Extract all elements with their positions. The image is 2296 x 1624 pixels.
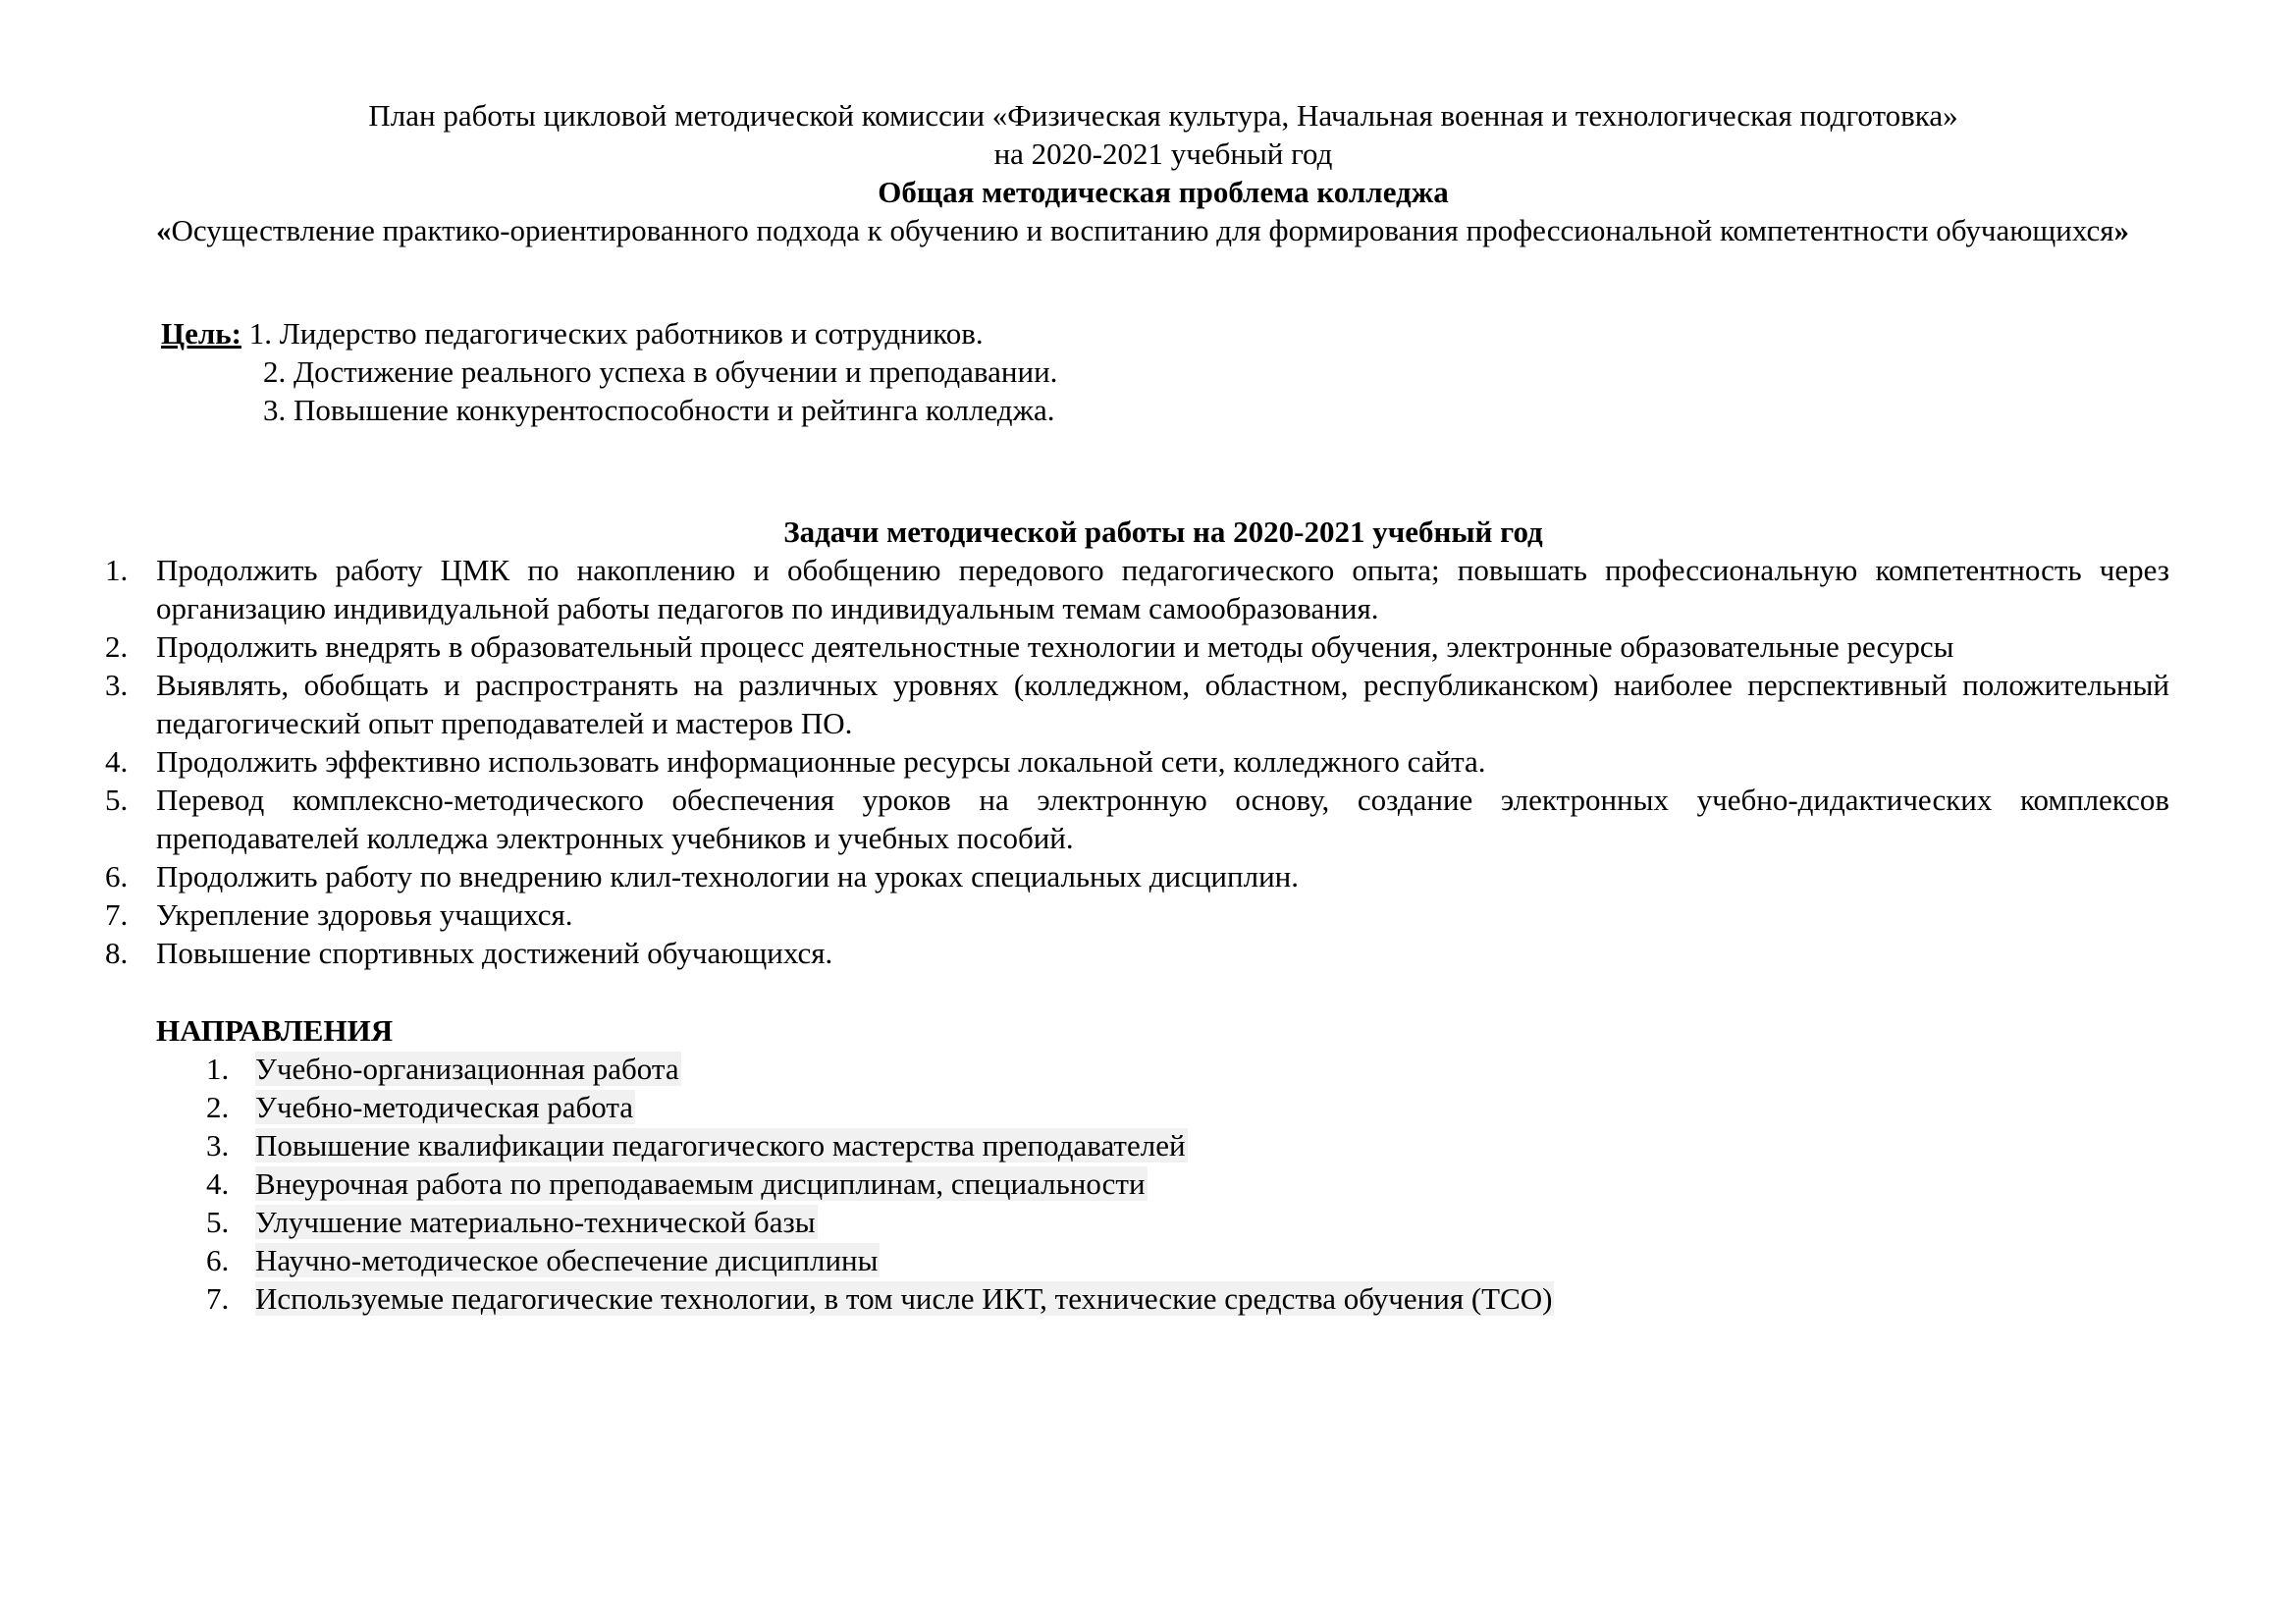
item-text: Продолжить эффективно использовать информационные ресурсы локальной сети, колледжного сайта.	[156, 744, 1486, 779]
list-item	[0, 551, 2169, 627]
item-number: 2.	[206, 1090, 230, 1124]
directions-list	[0, 1050, 2169, 1318]
item-number: 5.	[105, 783, 129, 817]
item-number: 8.	[105, 936, 129, 970]
tasks-heading: Задачи методической работы на 2020-2021 учебный год	[783, 514, 1543, 549]
item-number: 6.	[206, 1243, 230, 1277]
item-text: Внеурочная работа по преподаваемым дисциплинам, специальности	[255, 1166, 1146, 1201]
item-text: Повышение спортивных достижений обучающихся.	[156, 936, 833, 970]
open-quote: «	[156, 213, 172, 247]
plan-year: на 2020-2021 учебный год	[993, 136, 1333, 171]
goal-row-2	[157, 352, 2022, 391]
list-item	[0, 1164, 2169, 1203]
list-item	[0, 1050, 2169, 1088]
plan-title: План работы цикловой методической комиссии «Физическая культура, Начальная военная и технологическая подготовка»	[368, 98, 1958, 133]
item-number: 6.	[105, 859, 129, 893]
item-text: Продолжить работу ЦМК по накоплению и обобщению передового педагогического опыта; повышать профессиональную компетентность через организацию индивидуальной работы педагогов по индивидуальным темам самообразования.	[156, 553, 2169, 625]
item-number: 1.	[105, 553, 129, 587]
item-number: 4.	[206, 1166, 230, 1201]
list-item	[0, 1088, 2169, 1126]
item-text: Научно-методическое обеспечение дисциплины	[255, 1243, 879, 1277]
close-quote: »	[2113, 213, 2129, 247]
item-text: Учебно-организационная работа	[255, 1052, 679, 1086]
problem-heading: Общая методическая проблема колледжа	[878, 175, 1449, 209]
list-item	[0, 895, 2169, 934]
goal-label: Цель:	[161, 316, 241, 351]
item-text: Повышение квалификации педагогического мастерства преподавателей	[255, 1128, 1186, 1163]
item-number: 3.	[105, 668, 129, 702]
list-item	[0, 742, 2169, 781]
goal-item: 2. Достижение реального успеха в обучении и преподавании.	[263, 354, 1058, 389]
item-number: 7.	[206, 1281, 230, 1316]
goal-item: 1. Лидерство педагогических работников и сотрудников.	[248, 316, 984, 351]
item-text: Продолжить внедрять в образовательный процесс деятельностные технологии и методы обучения, электронные образовательные ресурсы	[156, 629, 1954, 664]
item-number: 3.	[206, 1128, 230, 1163]
item-text: Выявлять, обобщать и распространять на различных уровнях (колледжном, областном, республиканском) наиболее перспективный положительный педагогический опыт преподавателей и мастеров ПО.	[156, 668, 2169, 740]
list-item	[0, 1126, 2169, 1164]
list-item	[0, 934, 2169, 972]
list-item	[0, 1279, 2169, 1318]
list-item	[0, 1203, 2169, 1241]
item-text: Продолжить работу по внедрению клил-технологии на уроках специальных дисциплин.	[156, 859, 1300, 893]
list-item	[0, 1241, 2169, 1279]
directions-heading: НАПРАВЛЕНИЯ	[156, 1013, 394, 1048]
item-number: 1.	[206, 1052, 230, 1086]
item-text: Учебно-методическая работа	[255, 1090, 634, 1124]
list-item	[0, 666, 2169, 742]
item-text: Укрепление здоровья учащихся.	[156, 897, 573, 932]
list-item	[0, 781, 2169, 857]
goal-item: 3. Повышение конкурентоспособности и рейтинга колледжа.	[263, 393, 1055, 427]
item-number: 2.	[105, 629, 129, 664]
list-item	[0, 857, 2169, 895]
list-item	[0, 627, 2169, 666]
goal-row-1	[157, 314, 2022, 352]
item-number: 7.	[105, 897, 129, 932]
item-text: Улучшение материально-технической базы	[255, 1205, 816, 1239]
item-number: 4.	[105, 744, 129, 779]
goal-row-3	[157, 391, 2022, 429]
problem-text: Осуществление практико-ориентированного подхода к обучению и воспитанию для формирования профессиональной компетентности обучающихся	[171, 213, 2114, 247]
item-number: 5.	[206, 1205, 230, 1239]
problem-statement	[156, 211, 2169, 249]
item-text: Используемые педагогические технологии, в том числе ИКТ, технические средства обучения (ТСО)	[255, 1281, 1553, 1316]
tasks-list	[0, 551, 2169, 972]
goal-section	[157, 314, 2022, 429]
item-text: Перевод комплексно-методического обеспечения уроков на электронную основу, создание электронных учебно-дидактических комплексов преподавателей колледжа электронных учебников и учебных пособий.	[156, 783, 2169, 855]
